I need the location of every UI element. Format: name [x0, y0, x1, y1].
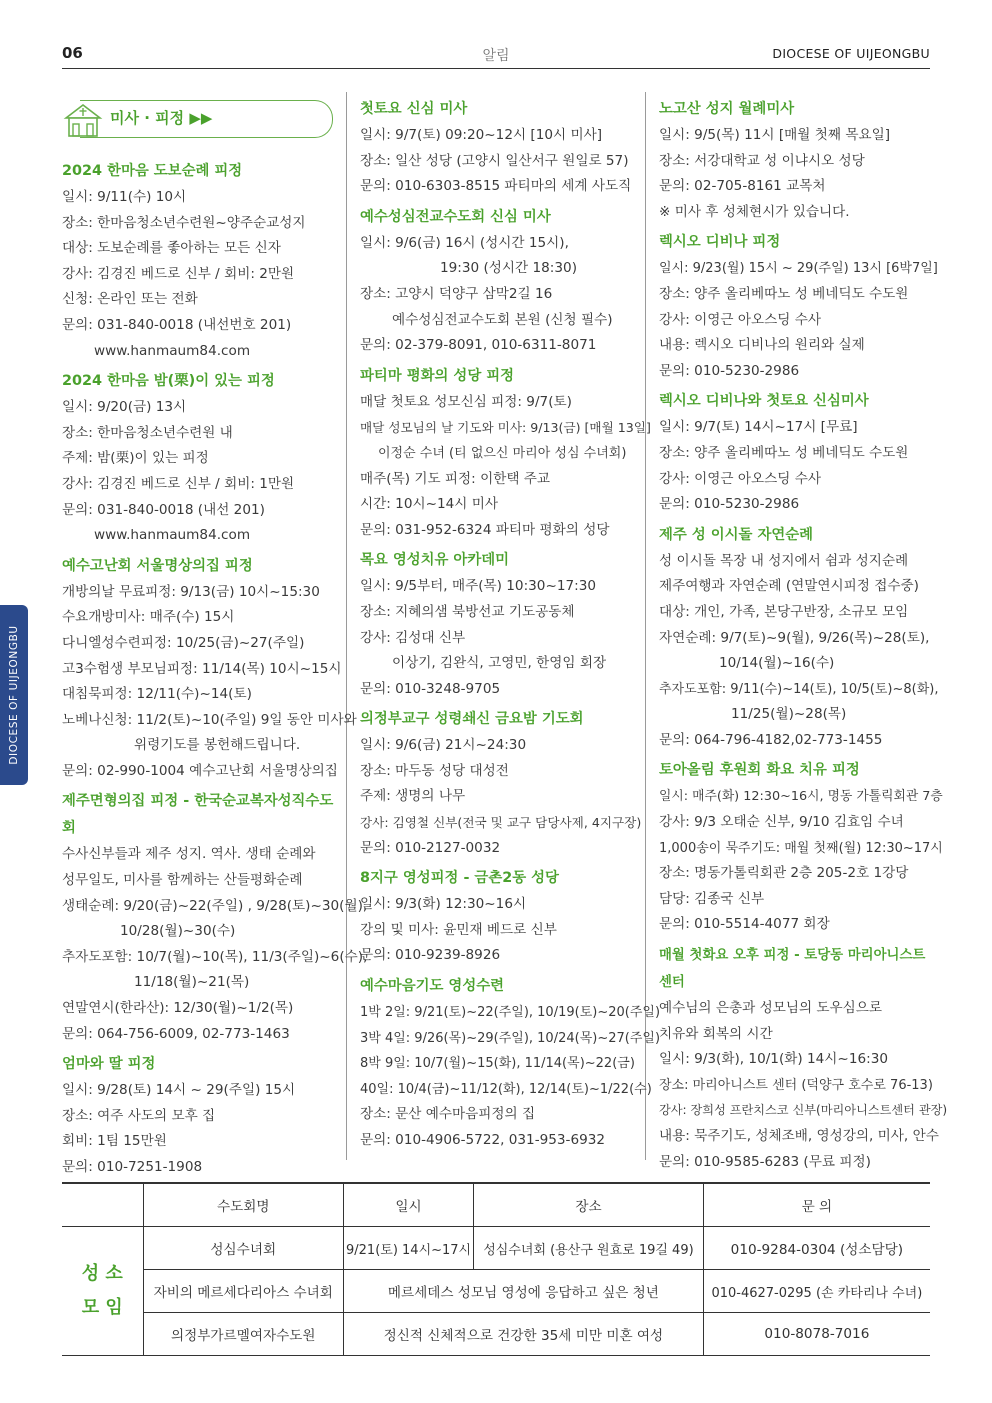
- event-block: [360, 96, 632, 200]
- event-line: 강사: 이영근 아오스딩 수사: [659, 311, 821, 328]
- column-3: [659, 92, 948, 1175]
- event-line: 일시: 9/28(토) 14시 ~ 29(주일) 15시: [62, 1082, 296, 1099]
- event-line: 일시: 9/23(월) 15시 ~ 29(주일) 13시 [6박7일]: [659, 261, 938, 277]
- event-line: 문의: 010-5230-2986: [659, 496, 800, 513]
- table-row: [62, 1313, 930, 1356]
- event-line: 문의: 010-3248-9705: [360, 680, 501, 697]
- event-line: 문의: 064-756-6009, 02-773-1463: [62, 1025, 290, 1042]
- event-line: 치유와 회복의 시간: [659, 1025, 773, 1042]
- event-title: 제주면형의집 피정 - 한국순교복자성직수도회: [62, 793, 334, 837]
- event-line: 매달 성모님의 날 기도와 미사: 9/13(금) [매월 13일]: [360, 420, 651, 436]
- event-block: [62, 553, 357, 785]
- event-line: 1박 2일: 9/21(토)~22(주일), 10/19(토)~20(주일): [360, 1005, 661, 1021]
- event-line: 장소: 양주 올리베따노 성 베네딕도 수도원: [659, 444, 909, 461]
- table-cell: 메르세데스 성모님 영성에 응답하고 싶은 청년: [344, 1270, 704, 1313]
- event-line: 대상: 도보순례를 좋아하는 모든 신자: [62, 240, 281, 257]
- event-block: [659, 229, 938, 384]
- event-block: [659, 522, 939, 754]
- event-line: 신청: 온라인 또는 전화: [62, 291, 198, 308]
- event-line: 장소: 지혜의샘 북방선교 기도공동체: [360, 603, 575, 620]
- event-title: 렉시오 디비나 피정: [659, 234, 781, 251]
- column-2: [360, 92, 661, 1154]
- event-line: 일시: 9/3(화) 12:30~16시: [360, 896, 527, 913]
- event-line: 문의: 031-952-6324 파티마 평화의 성당: [360, 521, 610, 538]
- event-line: 장소: 서강대학교 성 이냐시오 성당: [659, 152, 865, 169]
- event-line: 생태순례: 9/20(금)~22(주일) , 9/28(토)~30(월),: [62, 897, 368, 914]
- event-title: 예수마음기도 영성수련: [360, 978, 505, 995]
- event-block: [659, 942, 948, 1175]
- event-line: ※ 미사 후 성체현시가 있습니다.: [659, 203, 850, 220]
- event-line: 일시: 9/6(금) 21시~24:30: [360, 737, 527, 754]
- event-line: 장소: 고양시 덕양구 삼막2길 16: [360, 285, 553, 302]
- table-row: [62, 1227, 930, 1270]
- event-line: 강사: 김영철 신부(전국 및 교구 담당사제, 4지구장): [360, 815, 642, 831]
- event-line: 일시: 9/5(목) 11시 [매월 첫째 목요일]: [659, 127, 891, 143]
- event-line: 강사: 이영근 아오스딩 수사: [659, 470, 821, 487]
- table-cell: 자비의 메르세다리아스 수녀회: [143, 1270, 343, 1313]
- event-line: 문의: 010-7251-1908: [62, 1159, 203, 1175]
- event-line: 8박 9일: 10/7(월)~15(화), 11/14(목)~22(금): [360, 1056, 635, 1072]
- event-line: 일시: 9/7(토) 14시~17시 [무료]: [659, 419, 858, 436]
- event-line: 노베나신청: 11/2(토)~10(주일) 9일 동안 미사와: [62, 711, 357, 728]
- table-header: 문 의: [703, 1183, 930, 1227]
- event-line: 이정순 수녀 (티 없으신 마리아 성심 수녀회): [378, 445, 627, 461]
- table-header-row: [62, 1183, 930, 1227]
- column-divider: [645, 92, 646, 1160]
- event-line: 성 이시돌 목장 내 성지에서 쉼과 성지순례: [659, 552, 909, 569]
- event-line: 강사: 장희성 프란치스코 신부(마리아니스트센터 관장): [659, 1103, 948, 1118]
- table-corner: [62, 1183, 143, 1227]
- event-line: 연말연시(한라산): 12/30(월)~1/2(목): [62, 1000, 294, 1017]
- event-title: 2024 한마음 밤(栗)이 있는 피정: [62, 373, 275, 390]
- side-tab: [0, 605, 28, 785]
- event-title: 목요 영성치유 아카데미: [360, 552, 510, 569]
- event-block: [659, 388, 934, 517]
- event-line: 장소: 한마음청소년수련원~양주순교성지: [62, 214, 306, 231]
- side-tab-label: DIOCESE OF UIJEONGBU: [8, 625, 20, 765]
- event-line: 장소: 양주 올리베따노 성 베네딕도 수도원: [659, 285, 909, 302]
- table-header: 장소: [474, 1183, 704, 1227]
- event-line: 장소: 명동가톨릭회관 2층 205-2호 1강당: [659, 865, 909, 882]
- banner: [62, 100, 337, 140]
- event-line: 예수님의 은총과 성모님의 도우심으로: [659, 1000, 883, 1017]
- event-line: 장소: 일산 성당 (고양시 일산서구 원일로 57): [360, 152, 629, 169]
- event-line: 문의: 010-5514-4077 회장: [659, 916, 830, 933]
- event-line: 이상기, 김완식, 고영민, 한영임 회장: [392, 655, 607, 672]
- event-line: 일시: 9/5부터, 매주(목) 10:30~17:30: [360, 578, 597, 595]
- event-line: 다니엘성수련피정: 10/25(금)~27(주일): [62, 634, 305, 651]
- event-title: 제주 성 이시돌 자연순례: [659, 526, 814, 543]
- event-line: 일시: 매주(화) 12:30~16시, 명동 가톨릭회관 7층: [659, 789, 943, 805]
- section-title: 알림: [482, 48, 510, 64]
- event-line: 3박 4일: 9/26(목)~29(주일), 10/24(목)~27(주일): [360, 1030, 661, 1046]
- event-link[interactable]: www.hanmaum84.com: [94, 527, 251, 544]
- event-line: 매달 첫토요 성모신심 피정: 9/7(토): [360, 393, 572, 410]
- event-line: 개방의날 무료피정: 9/13(금) 10시~15:30: [62, 583, 320, 600]
- event-line: 추자도포함: 10/7(월)~10(목), 11/3(주일)~6(수),: [62, 948, 368, 965]
- event-line: 강사: 김경진 베드로 신부 / 회비: 2만원: [62, 265, 295, 282]
- table-cell: 9/21(토) 14시~17시: [344, 1227, 474, 1270]
- event-line: 장소: 문산 예수마음피정의 집: [360, 1106, 536, 1123]
- event-line: 대침묵피정: 12/11(수)~14(토): [62, 686, 252, 703]
- event-line: 내용: 묵주기도, 성체조배, 영성강의, 미사, 안수: [659, 1128, 939, 1144]
- event-line: 문의: 010-9239-8926: [360, 947, 501, 964]
- column-divider: [346, 92, 347, 1160]
- event-line: 일시: 9/20(금) 13시: [62, 399, 187, 416]
- event-line: 강의 및 미사: 윤민재 베드로 신부: [360, 921, 557, 938]
- event-line: 일시: 9/7(토) 09:20~12시 [10시 미사]: [360, 127, 603, 143]
- event-line: 주제: 생명의 나무: [360, 788, 466, 805]
- table-header: 일시: [344, 1183, 474, 1227]
- event-block: [62, 158, 337, 364]
- event-title: 노고산 성지 월례미사: [659, 101, 795, 117]
- event-block: [62, 1051, 337, 1180]
- table-cell: 010-8078-7016: [703, 1313, 930, 1356]
- column-1: [62, 92, 368, 1181]
- event-line: 문의: 010-6303-8515 파티마의 세계 사도직: [360, 178, 632, 195]
- event-line: 주제: 밤(栗)이 있는 피정: [62, 450, 209, 467]
- event-line: 10/28(월)~30(수): [120, 923, 236, 940]
- event-block: [62, 368, 337, 549]
- event-line: 일시: 9/11(수) 10시: [62, 189, 187, 205]
- event-line: 강사: 9/3 오태순 신부, 9/10 김효임 수녀: [659, 814, 904, 831]
- event-block: [659, 757, 943, 938]
- table-cell: 의정부가르멜여자수도원: [143, 1313, 343, 1356]
- event-line: 문의: 064-796-4182,02-773-1455: [659, 731, 883, 748]
- table-cell: 성심수녀회 (용산구 원효로 19길 49): [474, 1227, 704, 1270]
- event-block: [360, 865, 632, 969]
- event-title: 첫토요 신심 미사: [360, 101, 468, 117]
- page-header: [62, 44, 930, 69]
- event-line: 문의: 010-5230-2986: [659, 362, 800, 379]
- vocation-meeting-table: [62, 1182, 930, 1356]
- event-line: 문의: 031-840-0018 (내선번호 201): [62, 316, 292, 333]
- event-line: 성무일도, 미사를 함께하는 산들평화순례: [62, 872, 303, 889]
- event-line: 장소: 한마음청소년수련원 내: [62, 424, 233, 441]
- banner-title: 미사 · 피정 ▶▶: [110, 109, 213, 127]
- event-line: 문의: 02-379-8091, 010-6311-8071: [360, 337, 597, 354]
- event-line: 일시: 9/3(화), 10/1(화) 14시~16:30: [659, 1051, 889, 1068]
- event-line: 장소: 마리아니스트 센터 (덕양구 호수로 76-13): [659, 1077, 933, 1093]
- event-line: 장소: 마두동 성당 대성전: [360, 762, 509, 779]
- event-line: 자연순례: 9/7(토)~9(월), 9/26(목)~28(토),: [659, 629, 930, 646]
- event-title: 예수성심전교수도회 신심 미사: [360, 208, 551, 225]
- event-line: 수요개방미사: 매주(수) 15시: [62, 609, 235, 626]
- table-cell: 010-4627-0295 (손 카타리나 수녀): [703, 1270, 930, 1313]
- event-line: 담당: 김종국 신부: [659, 890, 765, 907]
- row-label-line: 모 임: [81, 1297, 123, 1318]
- event-block: [360, 363, 651, 544]
- event-title: 예수고난회 서울명상의집 피정: [62, 557, 253, 574]
- event-line: 19:30 (성시간 18:30): [440, 260, 577, 277]
- table-row: [62, 1270, 930, 1313]
- event-line: 추자도포함: 9/11(수)~14(토), 10/5(토)~8(화),: [659, 681, 939, 697]
- row-label: [62, 1227, 143, 1356]
- event-line: 강사: 김경진 베드로 신부 / 회비: 1만원: [62, 475, 295, 492]
- event-line: 회비: 1팀 15만원: [62, 1133, 167, 1150]
- event-block: [659, 96, 934, 225]
- event-line: 40일: 10/4(금)~11/12(화), 12/14(토)~1/22(수): [360, 1081, 652, 1097]
- event-line: 강사: 김성대 신부: [360, 629, 466, 646]
- event-line: 10/14(월)~16(수): [719, 655, 835, 672]
- event-line: 11/18(월)~21(목): [134, 974, 250, 991]
- event-title: 파티마 평화의 성당 피정: [360, 367, 515, 384]
- event-line: 장소: 여주 사도의 모후 집: [62, 1107, 216, 1124]
- event-line: 문의: 010-4906-5722, 031-953-6932: [360, 1132, 606, 1148]
- event-line: 시간: 10시~14시 미사: [360, 496, 498, 513]
- event-line: 문의: 02-990-1004 예수고난회 서울명상의집: [62, 762, 338, 779]
- event-line: 위령기도를 봉헌해드립니다.: [134, 737, 301, 754]
- event-line: 내용: 렉시오 디비나의 원리와 실제: [659, 337, 865, 354]
- event-line: 대상: 개인, 가족, 본당구반장, 소규모 모임: [659, 603, 909, 620]
- event-title: 2024 한마음 도보순례 피정: [62, 163, 243, 179]
- event-title: 렉시오 디비나와 첫토요 신심미사: [659, 393, 869, 410]
- table-cell: 성심수녀회: [143, 1227, 343, 1270]
- event-line: 1,000송이 묵주기도: 매월 첫째(월) 12:30~17시: [659, 840, 943, 856]
- event-title: 엄마와 딸 피정: [62, 1056, 156, 1073]
- event-line: 고3수험생 부모님피정: 11/14(목) 10시~15시: [62, 660, 342, 677]
- event-line: 문의: 031-840-0018 (내선 201): [62, 501, 265, 518]
- event-line: 수사신부들과 제주 성지. 역사. 생태 순례와: [62, 846, 316, 863]
- table-cell: 010-9284-0304 (성소담당): [703, 1227, 930, 1270]
- table-cell: 정신적 신체적으로 건강한 35세 미만 미혼 여성: [344, 1313, 704, 1356]
- event-line: 일시: 9/6(금) 16시 (성시간 15시),: [360, 234, 569, 251]
- event-line: 문의: 010-9585-6283 (무료 피정): [659, 1153, 871, 1170]
- event-link[interactable]: www.hanmaum84.com: [94, 342, 251, 359]
- event-line: 제주여행과 자연순례 (연말연시피정 접수중): [659, 578, 919, 595]
- event-line: 매주(목) 기도 피정: 이한택 주교: [360, 470, 551, 487]
- event-title: 매월 첫화요 오후 피정 - 토당동 마리아니스트센터: [659, 948, 926, 991]
- table-header: 수도회명: [143, 1183, 343, 1227]
- event-line: 문의: 010-2127-0032: [360, 839, 501, 856]
- diocese-name: DIOCESE OF UIJEONGBU: [772, 46, 930, 61]
- event-block: [62, 788, 368, 1047]
- event-title: 8지구 영성피정 - 금촌2동 성당: [360, 870, 559, 887]
- event-line: 예수성심전교수도회 본원 (신청 필수): [392, 311, 613, 328]
- page-number: 06: [62, 44, 83, 62]
- event-block: [360, 706, 642, 861]
- event-title: 의정부교구 성령쇄신 금요밤 기도회: [360, 711, 584, 728]
- event-line: 11/25(월)~28(목): [731, 706, 847, 723]
- event-block: [360, 973, 661, 1154]
- event-block: [360, 547, 632, 702]
- row-label-line: 성 소: [81, 1263, 123, 1284]
- event-line: 문의: 02-705-8161 교목처: [659, 178, 826, 195]
- event-title: 토아올림 후원회 화요 치유 피정: [659, 762, 860, 779]
- event-block: [360, 204, 632, 359]
